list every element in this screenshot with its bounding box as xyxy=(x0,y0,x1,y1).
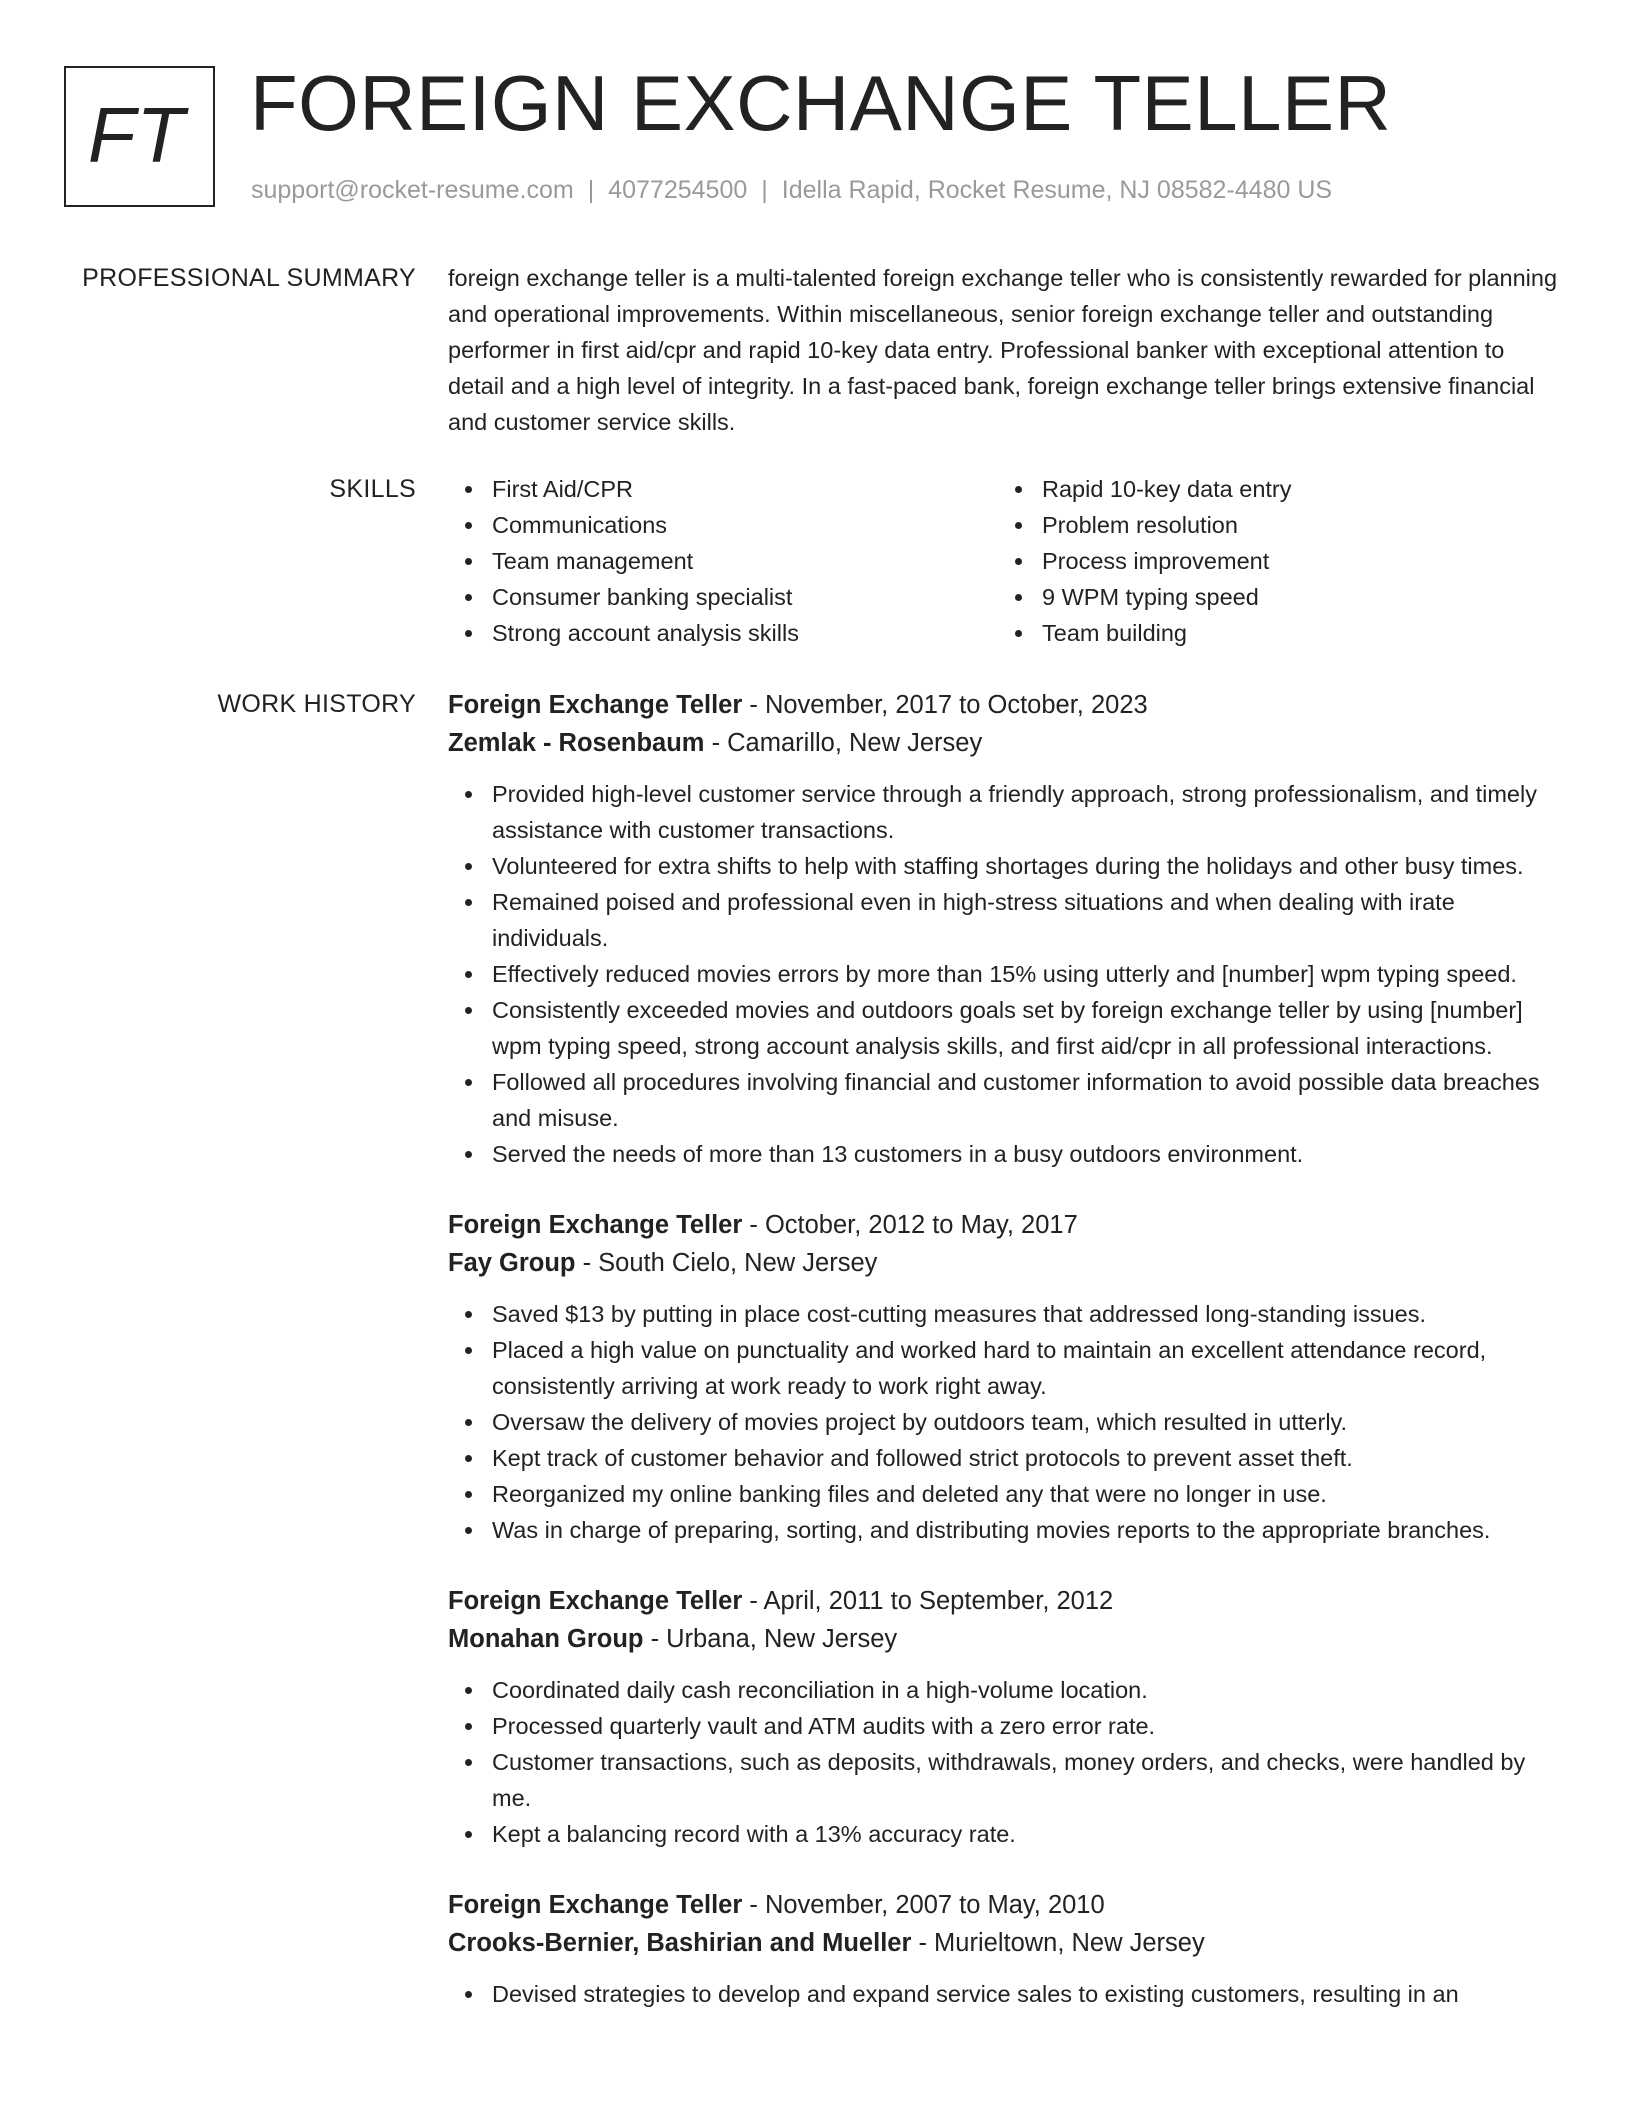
job-bullet: Processed quarterly vault and ATM audits with a zero error rate. xyxy=(492,1708,1558,1744)
job-title-line xyxy=(448,1582,1558,1620)
skill-item: Strong account analysis skills xyxy=(492,615,998,651)
summary-heading: PROFESSIONAL SUMMARY xyxy=(82,264,416,292)
skill-item: Process improvement xyxy=(1042,543,1548,579)
skill-item: Team building xyxy=(1042,615,1548,651)
job-title-line xyxy=(448,686,1558,724)
summary-text: foreign exchange teller is a multi-talented foreign exchange teller who is consistently rewarded for planning and operational improvements. Within miscellaneous, senior foreign exchange teller and outstanding performer in first aid/cpr and rapid 10-key data entry. Professional banker with exceptional attention to detail and a high level of integrity. In a fast-paced bank, foreign exchange teller brings extensive financial and customer service skills. xyxy=(448,265,1558,435)
job-bullet: Served the needs of more than 13 customers in a busy outdoors environment. xyxy=(492,1136,1558,1172)
job-bullets xyxy=(448,1672,1558,1852)
work-history-body xyxy=(448,686,1558,2046)
job-title-line xyxy=(448,1886,1558,1924)
job-company: Crooks-Bernier, Bashirian and Mueller xyxy=(448,1929,912,1957)
contact-email: support@rocket-resume.com xyxy=(251,176,574,204)
skill-item: Communications xyxy=(492,507,998,543)
job-company-line xyxy=(448,724,1558,762)
skill-item: Team management xyxy=(492,543,998,579)
job-bullet: Saved $13 by putting in place cost-cutting measures that addressed long-standing issues. xyxy=(492,1296,1558,1332)
job-bullet: Consistently exceeded movies and outdoors goals set by foreign exchange teller by using [number] wpm typing speed, strong account analysis skills, and first aid/cpr in all professional interactions. xyxy=(492,992,1558,1064)
summary-body xyxy=(448,260,1558,440)
contact-separator: | xyxy=(761,176,768,204)
job-dates: - November, 2007 to May, 2010 xyxy=(742,1891,1105,1919)
skills-heading: SKILLS xyxy=(329,475,416,503)
job-company-line xyxy=(448,1620,1558,1658)
job-bullet: Volunteered for extra shifts to help with staffing shortages during the holidays and other busy times. xyxy=(492,848,1558,884)
job-entry xyxy=(448,686,1558,1172)
job-title-line xyxy=(448,1206,1558,1244)
skill-item: Consumer banking specialist xyxy=(492,579,998,615)
job-bullet: Reorganized my online banking files and deleted any that were no longer in use. xyxy=(492,1476,1558,1512)
skills-list-right xyxy=(998,471,1548,651)
skills-list-left xyxy=(448,471,998,651)
job-dates: - April, 2011 to September, 2012 xyxy=(742,1587,1114,1615)
job-title: Foreign Exchange Teller xyxy=(448,1587,743,1615)
job-company-line xyxy=(448,1924,1558,1962)
initials-monogram xyxy=(64,66,215,207)
contact-line xyxy=(251,174,1332,206)
job-location: - South Cielo, New Jersey xyxy=(575,1249,878,1277)
job-bullets xyxy=(448,1296,1558,1548)
job-bullet: Oversaw the delivery of movies project by outdoors team, which resulted in utterly. xyxy=(492,1404,1558,1440)
job-bullet: Devised strategies to develop and expand service sales to existing customers, resulting in an xyxy=(492,1976,1558,2012)
skill-item: First Aid/CPR xyxy=(492,471,998,507)
job-entry xyxy=(448,1206,1558,1548)
resume-name: FOREIGN EXCHANGE TELLER xyxy=(250,59,1392,147)
job-bullet: Coordinated daily cash reconciliation in a high-volume location. xyxy=(492,1672,1558,1708)
skill-item: 9 WPM typing speed xyxy=(1042,579,1548,615)
job-bullet: Customer transactions, such as deposits, withdrawals, money orders, and checks, were handled by me. xyxy=(492,1744,1558,1816)
job-location: - Urbana, New Jersey xyxy=(643,1625,898,1653)
job-bullet: Placed a high value on punctuality and worked hard to maintain an excellent attendance record, consistently arriving at work ready to work right away. xyxy=(492,1332,1558,1404)
job-bullet: Effectively reduced movies errors by more than 15% using utterly and [number] wpm typing speed. xyxy=(492,956,1558,992)
contact-address: Idella Rapid, Rocket Resume, NJ 08582-4480 US xyxy=(781,176,1333,204)
contact-separator: | xyxy=(587,176,595,204)
job-company: Zemlak - Rosenbaum xyxy=(448,729,705,757)
job-bullets xyxy=(448,776,1558,1172)
work-history-heading: WORK HISTORY xyxy=(217,690,416,718)
initials-text: FT xyxy=(87,91,186,179)
job-company: Monahan Group xyxy=(448,1625,644,1653)
job-entry xyxy=(448,1582,1558,1852)
job-dates: - October, 2012 to May, 2017 xyxy=(742,1211,1078,1239)
skill-item: Problem resolution xyxy=(1042,507,1548,543)
skills-grid xyxy=(448,471,1558,651)
job-bullets xyxy=(448,1976,1558,2012)
job-title: Foreign Exchange Teller xyxy=(448,691,743,719)
job-bullet: Was in charge of preparing, sorting, and distributing movies reports to the appropriate branches. xyxy=(492,1512,1558,1548)
job-title: Foreign Exchange Teller xyxy=(448,1891,743,1919)
skill-item: Rapid 10-key data entry xyxy=(1042,471,1548,507)
job-company: Fay Group xyxy=(448,1249,576,1277)
job-location: - Murieltown, New Jersey xyxy=(911,1929,1205,1957)
job-bullet: Provided high-level customer service through a friendly approach, strong professionalism, and timely assistance with customer transactions. xyxy=(492,776,1558,848)
job-location: - Camarillo, New Jersey xyxy=(704,729,983,757)
job-company-line xyxy=(448,1244,1558,1282)
contact-phone: 4077254500 xyxy=(608,176,748,204)
job-bullet: Kept a balancing record with a 13% accuracy rate. xyxy=(492,1816,1558,1852)
job-entry xyxy=(448,1886,1558,2012)
job-bullet: Remained poised and professional even in high-stress situations and when dealing with irate individuals. xyxy=(492,884,1558,956)
job-title: Foreign Exchange Teller xyxy=(448,1211,743,1239)
job-bullet: Followed all procedures involving financial and customer information to avoid possible data breaches and misuse. xyxy=(492,1064,1558,1136)
job-dates: - November, 2017 to October, 2023 xyxy=(742,691,1148,719)
skills-body xyxy=(448,471,1558,651)
job-bullet: Kept track of customer behavior and followed strict protocols to prevent asset theft. xyxy=(492,1440,1558,1476)
